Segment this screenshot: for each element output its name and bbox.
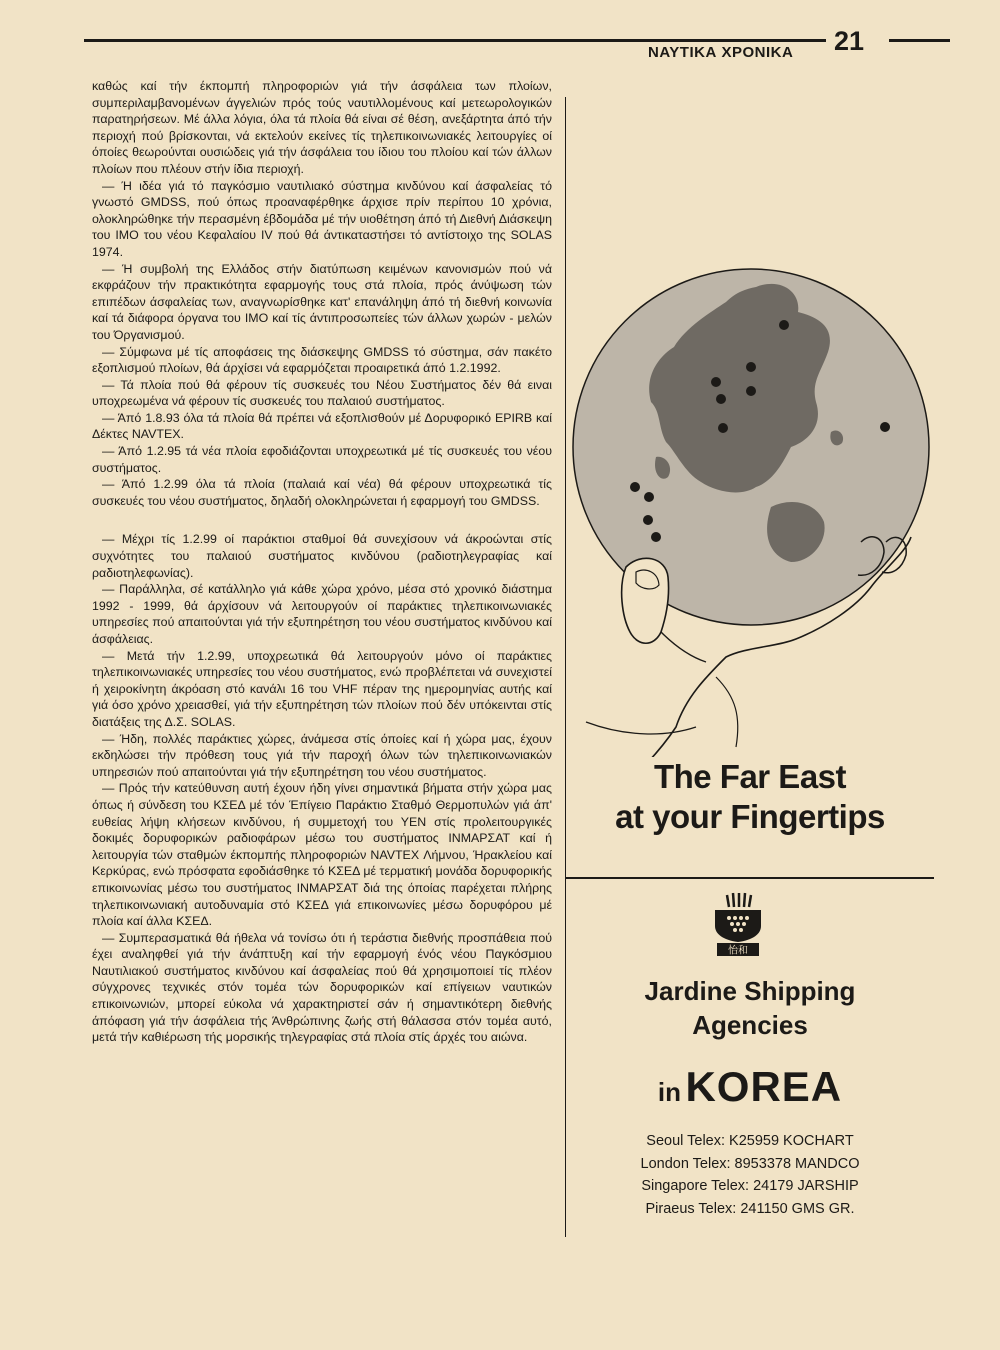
tagline-line-2: at your Fingertips bbox=[566, 797, 934, 837]
thumb-outline bbox=[622, 558, 669, 643]
telex-line: London Telex: 8953378 MANDCO bbox=[640, 1155, 860, 1172]
article-paragraph: — Ήδη, πολλές παράκτιες χώρες, άνάμεσα στίς όποίες καί ή χώρα μας, έχουν εκδηλώσει τήν πρόθεση τους γιά τήν παροχή όλων τών τηλεπικοινωνιακών υπηρεσιών πού απαιτούνται γιά τήν εξυπηρέτηση του νέου συστήματος. bbox=[92, 731, 552, 779]
jardine-advertisement bbox=[565, 97, 934, 1237]
paragraph-gap bbox=[92, 509, 552, 531]
header-rule-left bbox=[84, 39, 826, 42]
article-paragraph: — Σύμφωνα μέ τίς αποφάσεις της διάσκεψης GMDSS τό σύστημα, σάν πακέτο εξοπλισμού πλοίων, θά άρχίσει νά εφαρμόζεται προαιρετικά άπό 1.2.1992. bbox=[92, 344, 552, 376]
page-number: 21 bbox=[834, 26, 865, 56]
location-marker bbox=[779, 320, 789, 330]
palm-line bbox=[661, 632, 706, 662]
article-paragraph: — Άπό 1.2.95 τά νέα πλοία εφοδιάζονται υποχρεωτικά μέ τίς συσκευές του νέου συστήματος. bbox=[92, 444, 552, 475]
article-paragraph: — Τά πλοία πού θά φέρουν τίς συσκευές του Νέου Συστήματος δέν θά ειναι υποχρεωμένα νά φέρουν τίς συσκευές του παλαιού συστήματος. bbox=[92, 377, 552, 409]
telex-line: Seoul Telex: K25959 KOCHART bbox=[646, 1133, 854, 1149]
article-paragraph: — Πρός τήν κατεύθυνση αυτή έχουν ήδη γίνει σημαντικά βήματα στήν χώρα μας όπως ή σύνδεση του ΚΣΕΔ μέ τόν Έπίγειο Παράκτιο Σταθμό Θερμοπυλών γιά άπ' ευθείας λήψη κλήσεων κινδύνου, ή συμμετοχή του ΥΕΝ στίς προλειτουργικές δοκιμές δορυφορικών ραδιοφάρων μέσω του συστήματος ΙΝΜΑΡΣΑΤ καί ή λειτουργία τών σταθμών έκπομπής πληροφοριών NAVTEX Λήμνου, Ήρακλείου καί Κερκύρας, ενώ πρόσφατα εφοδιάσθηκε τό ΚΣΕΔ μέ τερματική μονάδα δορυφορικής επικοινωνίας μέσω του συστήματος ΙΝΜΑΡΣΑΤ διά της όποίας παρέχεται πλήρης τηλεπικοινωνιακή αυτοδυναμία στό ΚΣΕΔ γιά επικοινωνίες μέσω δορυφόρου μέ πλοία καί άλλα ΚΣΕΔ. bbox=[92, 781, 552, 929]
company-line-2: Agencies bbox=[692, 1010, 808, 1040]
telex-line: Piraeus Telex: 241150 GMS GR. bbox=[645, 1200, 855, 1217]
article-paragraph: καθώς καί τήν έκπομπή πληροφοριών γιά τήν άσφάλεια των πλοίων, συμπεριλαμβανομένων άγγελιών πρός τούς ναυτιλλομένους καί μετεωρολογικών παρατηρήσεων. Μέ άλλα λόγια, όλα τά πλοία θά είναι σέ θέση, ανεξάρτητα άπό τήν περιοχή πού βρίσκονται, νά εκτελούν εκείνες τίς τηλεπικοινωνιακές λειτουργίες οί όποίες θεωρούνται ουσιώδεις γιά τήν άσφάλεια του ίδιου του πλοίου καί τών άλλων πλοίων που πλέουν στήν ίδια περιοχή. bbox=[92, 79, 552, 176]
article-paragraph: — Άπό 1.8.93 όλα τά πλοία θά πρέπει νά εξοπλισθούν μέ Δορυφορικό EPIRB καί Δέκτες NAVTEX. bbox=[92, 410, 552, 442]
company-name bbox=[566, 974, 934, 1042]
location-marker bbox=[711, 377, 721, 387]
ad-divider bbox=[566, 877, 934, 879]
ad-tagline bbox=[566, 757, 934, 837]
location-marker bbox=[746, 386, 756, 396]
wrist-line bbox=[586, 722, 696, 734]
location-marker bbox=[718, 423, 728, 433]
article-paragraph: — Παράλληλα, σέ κατάλληλο γιά κάθε χώρα χρόνο, μέσα στό χρονικό διάστημα 1992 - 1999, θά άρχίσουν νά λειτουργούν οί παράκτιες τηλεπικοινωνιακές υπηρεσίες πού απαιτούνται γιά τήν εξυπηρέτηση του νέου συστήματος κινδύνου καί άσφάλειας. bbox=[92, 582, 552, 646]
jardine-logo-icon bbox=[709, 892, 767, 958]
location-marker bbox=[746, 362, 756, 372]
company-line-1: Jardine Shipping bbox=[644, 976, 856, 1006]
location-marker bbox=[630, 482, 640, 492]
location-marker bbox=[643, 515, 653, 525]
telex-line: Singapore Telex: 24179 JARSHIP bbox=[641, 1178, 859, 1194]
tagline-line-1: The Far East bbox=[566, 757, 934, 797]
article-paragraph: — Μετά τήν 1.2.99, υποχρεωτικά θά λειτουργούν μόνο οί παράκτιες τηλεπικοινωνιακές υπηρεσίες του νέου συστήματος, ενώ προβλέπεται νά συνεχιστεί ή χειροκίνητη άκρόαση στό κανάλι 16 του VHF πέραν της ημερομηνίας αυτής καί γιά όσο χρόνο χρειασθεί, γιά τήν εξυπηρέτηση τών πλοίων πού δέν υπόκεινται στίς διατάξεις της Δ.Σ. SOLAS. bbox=[92, 648, 552, 729]
location-marker bbox=[644, 492, 654, 502]
location-marker bbox=[880, 422, 890, 432]
article-paragraph: — Ή ιδέα γιά τό παγκόσμιο ναυτιλιακό σύστημα κινδύνου καί άσφαλείας τό γνωστό GMDSS, πού όπως προαναφέρθηκε άρχισε πρίν περίπου 10 χρόνια, ολοκληρώθηκε τήν περασμένη έβδομάδα μέ τήν υιοθέτηση άπό τή Διεθνή Διάσκεψη του ΙΜΟ του νέου Κεφαλαίου IV πού θά άντικαταστήσει τό αντίστοιχο της SOLAS 1974. bbox=[92, 178, 552, 259]
logo-rays bbox=[727, 893, 751, 907]
page-header bbox=[84, 26, 950, 66]
article-paragraph: — Ή συμβολή της Ελλάδος στήν διατύπωση κειμένων κανονισμών πού νά εκφράζουν τήν πρακτικότητα εφαρμογής τους στά πλοία, πρός άνύψωση τών επιπέδων άσφαλείας των, αναγνωρίσθηκε κατ' επανάληψη άπό τή διεθνή κοινωνία καί τά διάφορα όργανα του ΙΜΟ καί τίς άντιπροσωπείες τών άλλων χωρών - μελών του Όργανισμού. bbox=[92, 261, 552, 342]
palm-crease bbox=[716, 677, 738, 747]
location-marker bbox=[651, 532, 661, 542]
article-column bbox=[92, 78, 552, 1046]
magazine-title: ΝΑΥΤΙΚΑ ΧΡΟΝΙΚΑ bbox=[642, 44, 799, 61]
logo-text: 怡和 bbox=[728, 945, 748, 957]
telex-list bbox=[566, 1130, 934, 1220]
article-paragraph: — Άπό 1.2.99 όλα τά πλοία (παλαιά καί νέα) θά φέρουν υποχρεωτικά τίς συσκευές του νέου συστήματος, δηλαδή ολοκληρώνεται ή εφαρμογή του GMDSS. bbox=[92, 477, 552, 508]
article-paragraph: — Μέχρι τίς 1.2.99 οί παράκτιοι σταθμοί θά συνεχίσουν νά άκρoώνται στίς συχνότητες του παλαιού συστήματος κινδύνου (ραδιοτηλεγραφίας καί ραδιοτηλεφωνίας). bbox=[92, 532, 552, 580]
country-prefix: in bbox=[657, 1077, 681, 1107]
country-heading bbox=[566, 1063, 934, 1111]
article-paragraph: — Συμπερασματικά θά ήθελα νά τονίσω ότι ή τεράστια διεθνής προσπάθεια πού έχει αναληφθεί γιά τήν άνάπτυξη καί τήν εφαρμογή ένός νέου Παγκόσμιου Ναυτιλιακού συστήματος κινδύνου καί άσφαλείας πού θά χρησιμοποιεί τίς πλέον σύγχρονες τεχνικές στόν τομέα τών δορυφορικών καί επίγειων ναυτικών επικοινωνιών, μπορεί εύκολα νά χαρακτηριστεί σάν ή σημαντικότερη διεθνής άπόφαση γιά τήν άσφάλεια τής Άνθρώπινης ζωής στή θάλασσα στόν τομέα αυτό, μετά τήν καθιέρωση τής μορσικής τηλεγραφίας στά πλοία στίς άρχές του αιώνα. bbox=[92, 930, 552, 1045]
location-marker bbox=[716, 394, 726, 404]
header-rule-right bbox=[889, 39, 950, 42]
country-name: KOREA bbox=[685, 1063, 843, 1110]
